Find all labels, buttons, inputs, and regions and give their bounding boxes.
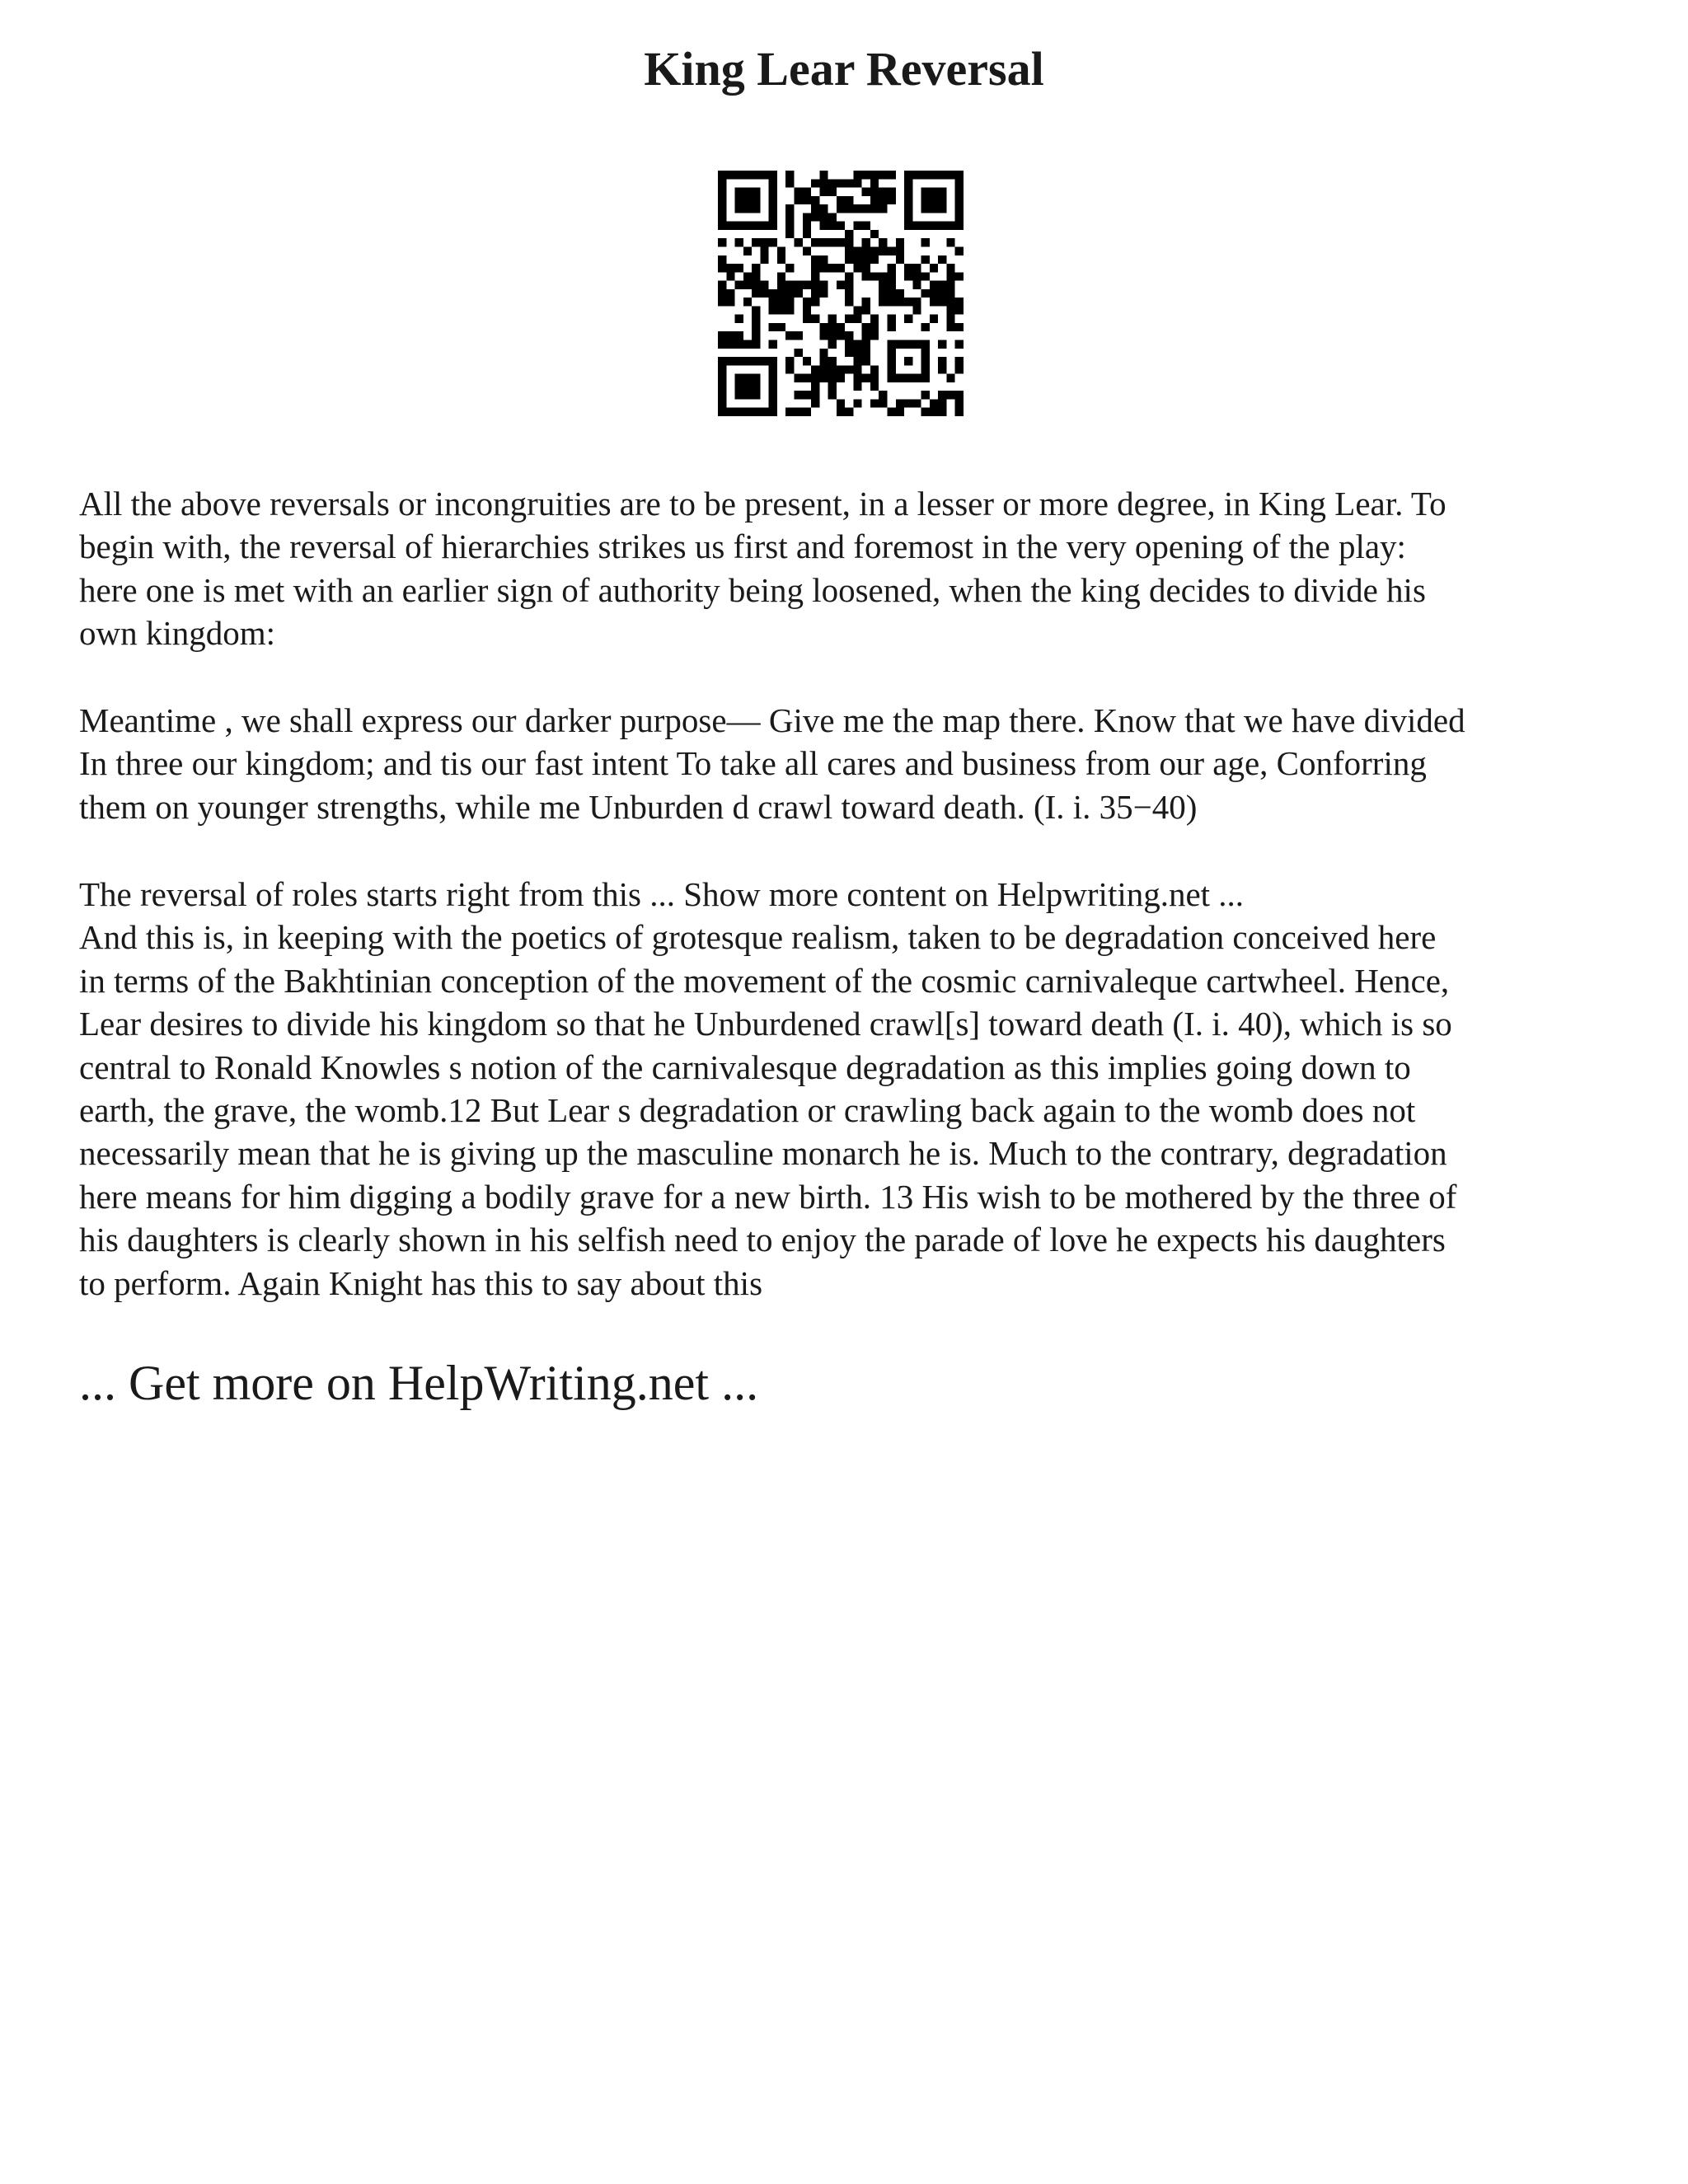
paragraph-line: them on younger strengths, while me Unburden d crawl toward death. (I. i. 35−40) bbox=[79, 787, 1198, 826]
paragraph-line: here means for him digging a bodily grave for a new birth. 13 His wish to be mothered by the three of bbox=[79, 1177, 1457, 1216]
paragraph-line: begin with, the reversal of hierarchies strikes us first and foremost in the very opening of the play: bbox=[79, 527, 1406, 566]
intro-paragraph bbox=[79, 482, 1629, 655]
paragraph-line: here one is met with an earlier sign of authority being loosened, when the king decides to divide his bbox=[79, 570, 1426, 609]
paragraph-line: In three our kingdom; and tis our fast intent To take all cares and business from our age, Conforring bbox=[79, 744, 1427, 783]
quote-paragraph bbox=[79, 699, 1629, 828]
page-title: King Lear Reversal bbox=[644, 42, 1044, 96]
paragraph-line: to perform. Again Knight has this to say about this bbox=[79, 1263, 763, 1302]
paragraph-line: earth, the grave, the womb.12 But Lear s degradation or crawling back again to the womb does not bbox=[79, 1091, 1416, 1130]
paragraph-line: And this is, in keeping with the poetics of grotesque realism, taken to be degradation conceived here bbox=[79, 918, 1437, 957]
analysis-paragraph bbox=[79, 873, 1629, 1305]
paragraph-line: necessarily mean that he is giving up the masculine monarch he is. Much to the contrary, degradation bbox=[79, 1134, 1447, 1173]
paragraph-line: Lear desires to divide his kingdom so that he Unburdened crawl[s] toward death (I. i. 40), which is so bbox=[79, 1005, 1452, 1043]
paragraph-line: central to Ronald Knowles s notion of the carnivalesque degradation as this implies going down to bbox=[79, 1047, 1411, 1086]
qr-code-icon bbox=[718, 171, 964, 416]
paragraph-line: The reversal of roles starts right from this ... Show more content on Helpwriting.net ... bbox=[79, 875, 1245, 913]
paragraph-line: All the above reversals or incongruities are to be present, in a lesser or more degree, in King Lear. To bbox=[79, 485, 1447, 523]
paragraph-line: his daughters is clearly shown in his selfish need to enjoy the parade of love he expects his daughters bbox=[79, 1221, 1446, 1259]
paragraph-line: own kingdom: bbox=[79, 614, 276, 653]
get-more-link[interactable]: ... Get more on HelpWriting.net ... bbox=[79, 1356, 759, 1410]
paragraph-line: in terms of the Bakhtinian conception of the movement of the cosmic carnivaleque cartwheel. Hence, bbox=[79, 961, 1450, 1000]
paragraph-line: Meantime , we shall express our darker purpose— Give me the map there. Know that we have divided bbox=[79, 701, 1465, 739]
